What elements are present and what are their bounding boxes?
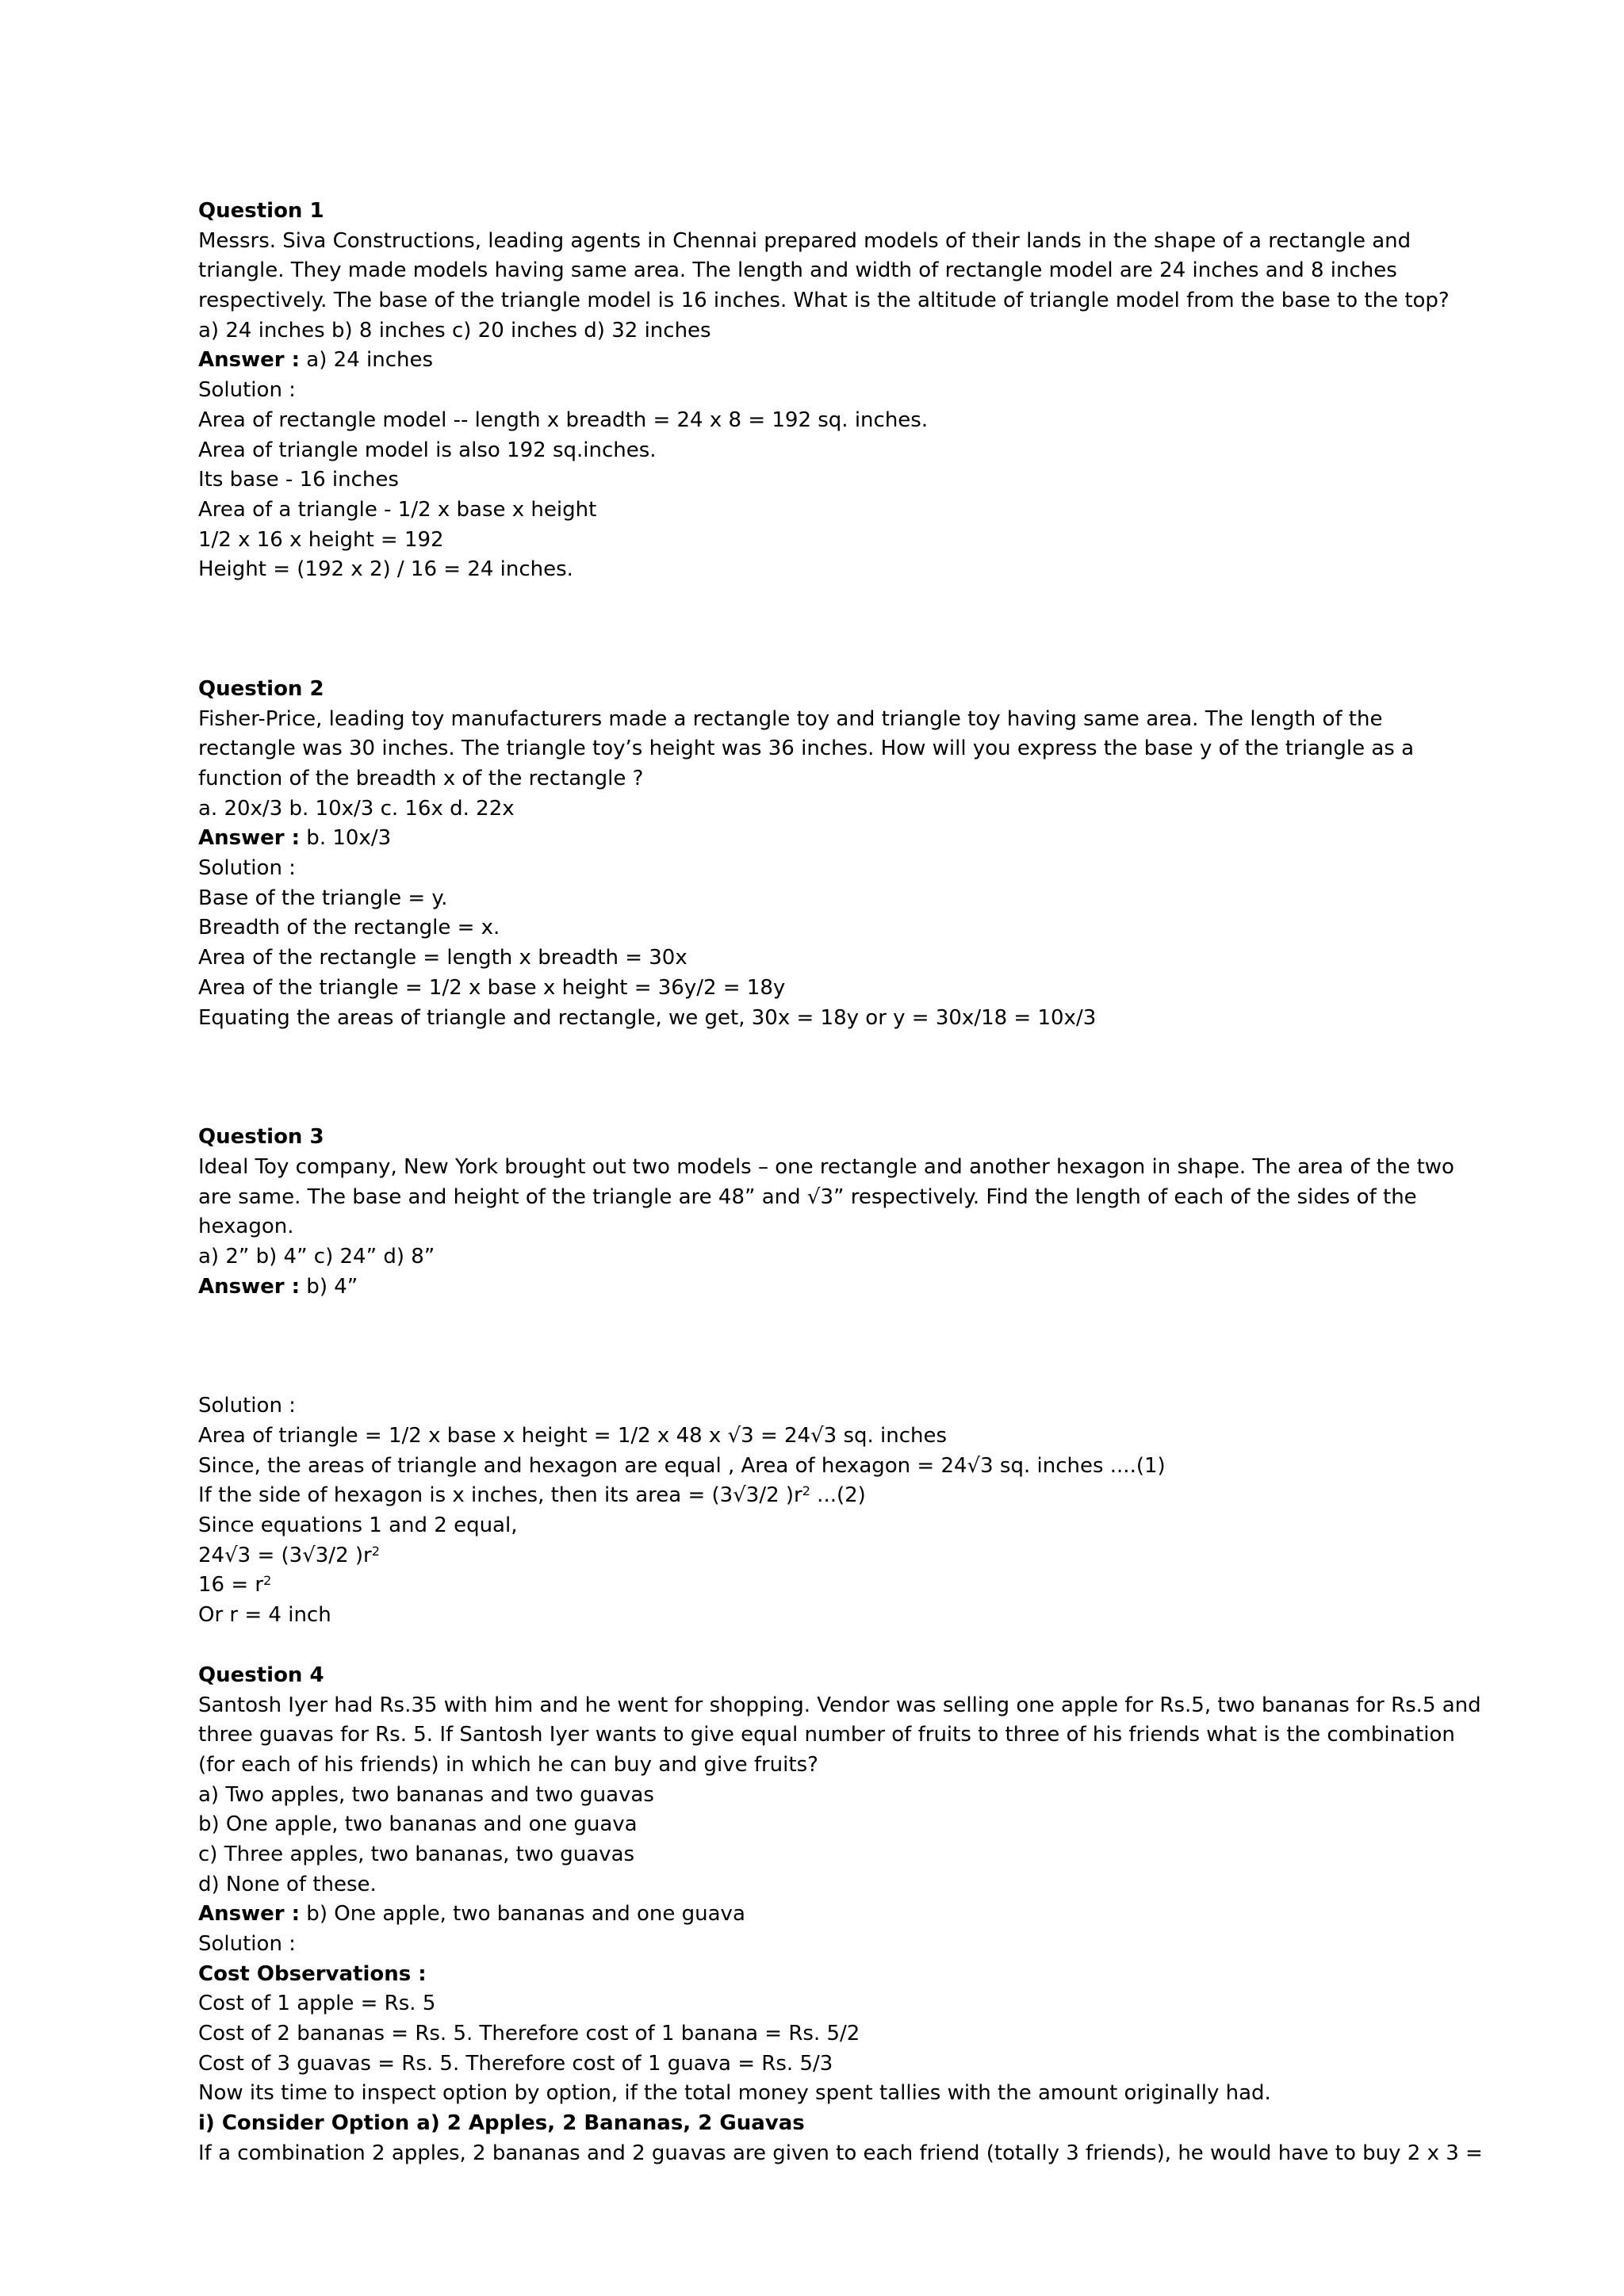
exponent: 2 xyxy=(802,1483,810,1499)
solution-line xyxy=(198,1481,1435,1511)
question-text: Messrs. Siva Constructions, leading agents in Chennai prepared models of their lands in the shape of a rectangle and xyxy=(198,228,1411,253)
cost-observations-heading: Cost Observations : xyxy=(198,1961,427,1986)
answer-option: c) Three apples, two bananas, two guavas xyxy=(198,1842,635,1866)
answer-option: d) None of these. xyxy=(198,1872,377,1896)
solution-label: Solution : xyxy=(198,378,296,403)
question-2-heading: Question 2 xyxy=(198,676,324,701)
answer-options: a. 20x/3 b. 10x/3 c. 16x d. 22x xyxy=(198,796,515,821)
solution-line: Now its time to inspect option by option, if the total money spent tallies with the amount originally had. xyxy=(198,2081,1271,2106)
question-text: are same. The base and height of the triangle are 48” and √3” respectively. Find the length of each of the sides of the xyxy=(198,1184,1417,1209)
answer-label: Answer : xyxy=(198,348,301,373)
answer-line xyxy=(198,1272,1435,1303)
answer-line xyxy=(198,346,1435,376)
solution-label: Solution : xyxy=(198,1932,296,1956)
solution-line xyxy=(198,1571,1435,1601)
solution-label: Solution : xyxy=(198,1394,296,1418)
question-4-heading: Question 4 xyxy=(198,1663,324,1687)
answer-value: a) 24 inches xyxy=(300,348,434,373)
exponent: 2 xyxy=(263,1573,272,1589)
answer-label: Answer : xyxy=(198,1274,301,1299)
solution-line: Cost of 3 guavas = Rs. 5. Therefore cost of 1 guava = Rs. 5/3 xyxy=(198,2051,833,2076)
formula-text: 16 = r xyxy=(198,1573,264,1598)
question-text: respectively. The base of the triangle model is 16 inches. What is the altitude of triangle model from the base to the top? xyxy=(198,289,1450,313)
solution-line: Equating the areas of triangle and rectangle, we get, 30x = 18y or y = 30x/18 = 10x/3 xyxy=(198,1005,1097,1030)
question-text: function of the breadth x of the rectangle ? xyxy=(198,767,644,790)
answer-options: a) 24 inches b) 8 inches c) 20 inches d) 32 inches xyxy=(198,318,711,342)
question-text: rectangle was 30 inches. The triangle toy’s height was 36 inches. How will you express the base y of the triangle as a xyxy=(198,737,1415,761)
solution-line: Its base - 16 inches xyxy=(198,468,399,492)
solution-line: Since equations 1 and 2 equal, xyxy=(198,1513,518,1538)
formula-text: If the side of hexagon is x inches, then its area = (3√3/2 )r xyxy=(198,1483,802,1508)
answer-value: b) 4” xyxy=(300,1274,358,1299)
question-1-heading: Question 1 xyxy=(198,199,324,223)
question-text: hexagon. xyxy=(198,1215,294,1239)
answer-line xyxy=(198,1900,1435,1930)
solution-line: Area of triangle model is also 192 sq.inches. xyxy=(198,438,657,462)
solution-line: 1/2 x 16 x height = 192 xyxy=(198,527,444,552)
question-text: three guavas for Rs. 5. If Santosh Iyer wants to give equal number of fruits to three of his friends what is the combination xyxy=(198,1723,1455,1747)
solution-line: Area of the rectangle = length x breadth = 30x xyxy=(198,946,688,970)
answer-label: Answer : xyxy=(198,1902,301,1927)
answer-option: b) One apple, two bananas and one guava xyxy=(198,1812,638,1837)
question-text: Ideal Toy company, New York brought out two models – one rectangle and another hexagon in shape. The area of the two xyxy=(198,1154,1454,1179)
formula-text: ...(2) xyxy=(810,1483,866,1508)
option-a-heading: i) Consider Option a) 2 Apples, 2 Bananas, 2 Guavas xyxy=(198,2111,805,2136)
exponent: 2 xyxy=(371,1543,380,1559)
solution-line: Height = (192 x 2) / 16 = 24 inches. xyxy=(198,557,573,582)
question-3-heading: Question 3 xyxy=(198,1125,324,1150)
document-page xyxy=(198,197,1483,2169)
solution-line: Cost of 2 bananas = Rs. 5. Therefore cost of 1 banana = Rs. 5/2 xyxy=(198,2022,860,2046)
solution-line: If a combination 2 apples, 2 bananas and 2 guavas are given to each friend (totally 3 friends), he would have to buy 2 x 3 = xyxy=(198,2141,1483,2165)
question-text: Santosh Iyer had Rs.35 with him and he went for shopping. Vendor was selling one apple for Rs.5, two bananas for Rs.5 and xyxy=(198,1693,1481,1717)
answer-value: b) One apple, two bananas and one guava xyxy=(300,1902,745,1927)
solution-line: Area of triangle = 1/2 x base x height = 1/2 x 48 x √3 = 24√3 sq. inches xyxy=(198,1424,948,1448)
question-text: (for each of his friends) in which he can buy and give fruits? xyxy=(198,1752,818,1777)
solution-line: Base of the triangle = y. xyxy=(198,886,448,910)
formula-text: 24√3 = (3√3/2 )r xyxy=(198,1543,372,1567)
solution-line: Area of rectangle model -- length x breadth = 24 x 8 = 192 sq. inches. xyxy=(198,408,929,432)
question-text: triangle. They made models having same area. The length and width of rectangle model are 24 inches and 8 inches xyxy=(198,258,1397,283)
solution-line: Cost of 1 apple = Rs. 5 xyxy=(198,1992,436,2016)
solution-line xyxy=(198,1541,1435,1571)
answer-value: b. 10x/3 xyxy=(300,826,392,851)
solution-label: Solution : xyxy=(198,856,296,881)
solution-line: Breadth of the rectangle = x. xyxy=(198,916,500,940)
solution-line: Since, the areas of triangle and hexagon are equal , Area of hexagon = 24√3 sq. inches ....(1) xyxy=(198,1453,1166,1478)
answer-options: a) 2” b) 4” c) 24” d) 8” xyxy=(198,1244,435,1269)
question-text: Fisher-Price, leading toy manufacturers made a rectangle toy and triangle toy having same area. The length of the xyxy=(198,706,1383,731)
solution-line: Or r = 4 inch xyxy=(198,1603,331,1628)
solution-line: Area of the triangle = 1/2 x base x height = 36y/2 = 18y xyxy=(198,975,786,1000)
answer-option: a) Two apples, two bananas and two guavas xyxy=(198,1782,654,1807)
answer-line xyxy=(198,824,1435,854)
answer-label: Answer : xyxy=(198,826,301,851)
solution-line: Area of a triangle - 1/2 x base x height xyxy=(198,497,597,522)
